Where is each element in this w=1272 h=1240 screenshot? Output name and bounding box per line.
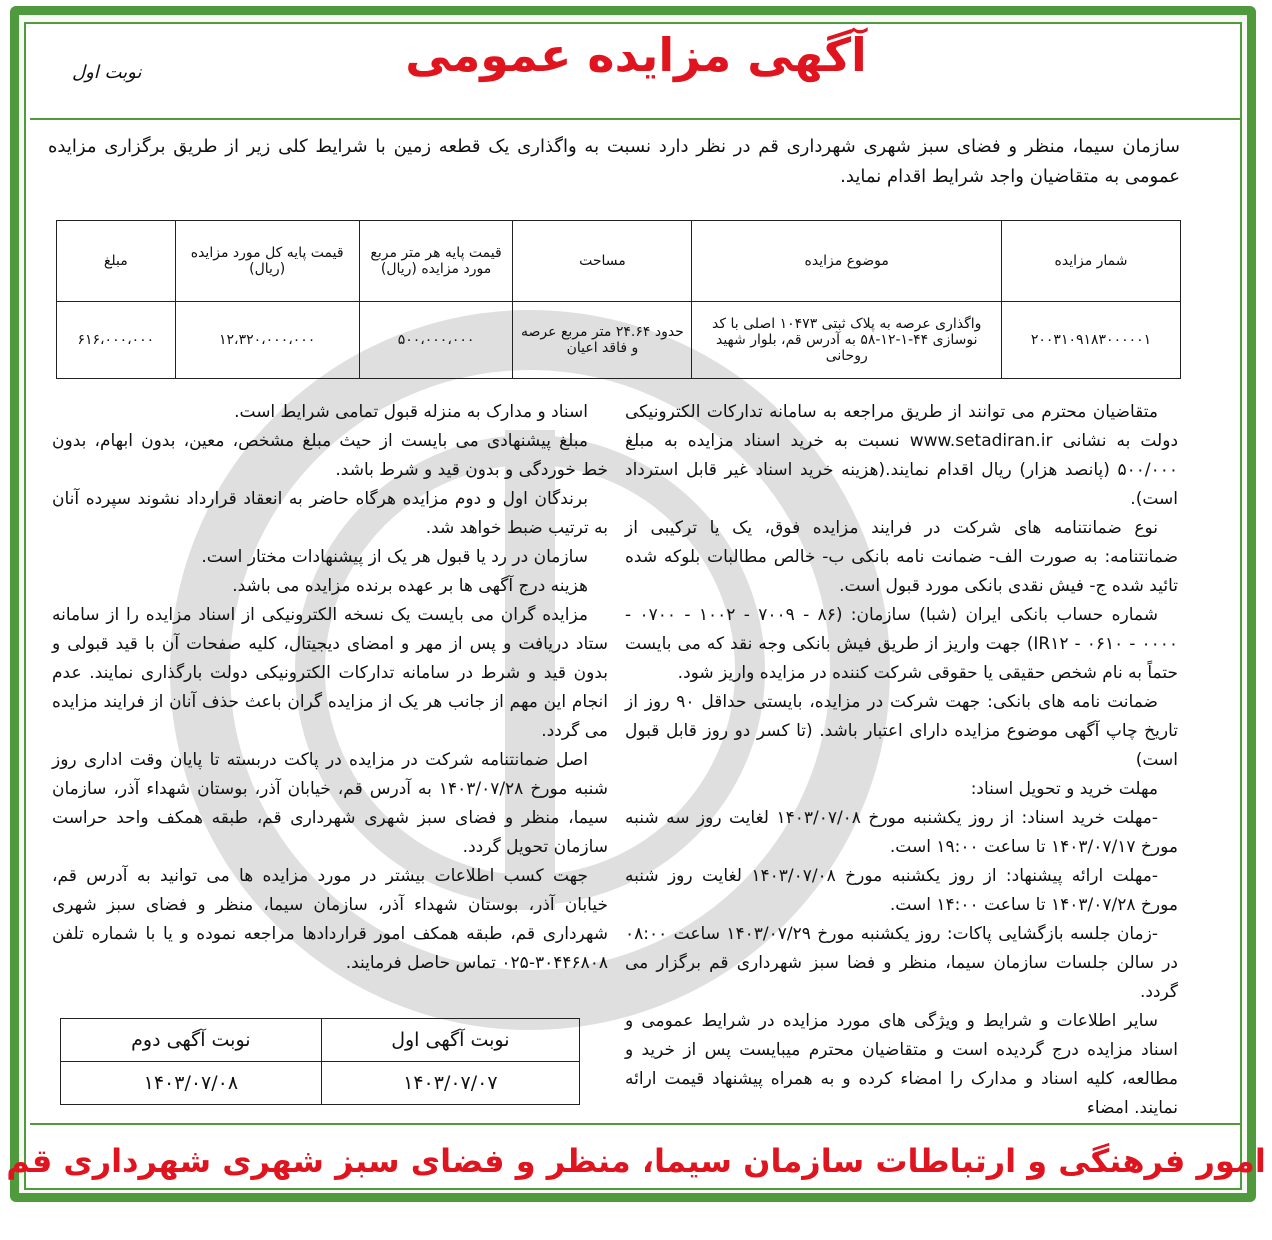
header-subject: موضوع مزایده [692, 221, 1002, 302]
cell-base-price-sqm: ۵۰۰،۰۰۰،۰۰۰ [359, 302, 513, 379]
right-paragraph: -مهلت ارائه پیشنهاد: از روز یکشنبه مورخ ۱۴۰۳/۰۷/۰۸ لغایت روز شنبه مورخ ۱۴۰۳/۰۷/۲۸ تا ساعت ۱۴:۰۰ است. [625, 866, 1178, 915]
table-header-row [57, 221, 1181, 302]
first-round-date: ۱۴۰۳/۰۷/۰۷ [321, 1062, 579, 1105]
round-label: نوبت اول [72, 62, 142, 83]
left-paragraph: مزایده گران می بایست یک نسخه الکترونیکی از اسناد مزایده را از سامانه ستاد دریافت و پس از مهر و امضای دیجیتال، کلیه صفحات آن با قید قبولی و بدون قید و شرط در سامانه تدارکات الکترونیکی دولت بارگذاری نمایند. عدم انجام این مهم از جانب هر یک از مزایده گران باعث حذف آنان از فرایند مزایده می گردد. [52, 605, 608, 741]
left-paragraph: اصل ضمانتنامه شرکت در مزایده در پاکت دربسته تا پایان وقت اداری روز شنبه مورخ ۱۴۰۳/۰۷/۲۸ به آدرس قم، خیابان آذر، بوستان شهداء آذر، سازمان سیما، منظر و فضای سبز شهری شهرداری قم، طبقه همکف واحد حراست سازمان تحویل گردد. [52, 750, 608, 857]
left-paragraph: جهت کسب اطلاعات بیشتر در مورد مزایده ها می توانید به آدرس قم، خیابان آذر، بوستان شهداء آذر، سازمان سیما، منظر و فضای سبز شهری شهرداری قم، طبقه همکف امور قراردادها مراجعه نموده و یا با شماره تلفن ۳۰۴۴۶۸۰۸-۰۲۵ تماس حاصل فرمایند. [52, 866, 608, 973]
table-row [57, 302, 1181, 379]
top-divider [30, 118, 1240, 120]
right-paragraph: مهلت خرید و تحویل اسناد: [970, 779, 1158, 799]
left-column [52, 398, 608, 978]
cell-area: حدود ۲۴.۶۴ متر مربع عرصه و فاقد اعیان [513, 302, 692, 379]
dates-value-row [61, 1062, 580, 1105]
left-paragraph: هزینه درج آگهی ها بر عهده برنده مزایده می باشد. [232, 576, 588, 596]
auction-table [56, 220, 1181, 379]
right-paragraph: شماره حساب بانکی ایران (شبا) سازمان: (۸۶ - ۷۰۰۹ - ۱۰۰۲ - ۰۷۰۰ - ۰۰۰۰ - ۰۶۱۰ - IR۱۲) جهت واریز از طریق فیش بانکی وجه نقد که می بایست حتماً به نام شخص حقیقی یا حقوقی شرکت کننده در مزایده واریز شود. [625, 605, 1178, 683]
right-paragraph: نوع ضمانتنامه های شرکت در فرایند مزایده فوق، یک یا ترکیبی از ضمانتنامه: به صورت الف- ضمانت نامه بانکی ب- خالص مطالبات بلوکه شده تائید شده ج- فیش نقدی بانکی مورد قبول است. [625, 518, 1178, 596]
header-total-base-price: قیمت پایه کل مورد مزایده (ریال) [175, 221, 359, 302]
first-round-label: نوبت آگهی اول [321, 1019, 579, 1062]
header-base-price-sqm: قیمت پایه هر متر مربع مورد مزایده (ریال) [359, 221, 513, 302]
second-round-label: نوبت آگهی دوم [61, 1019, 322, 1062]
header-auction-number: شمار مزایده [1002, 221, 1181, 302]
left-paragraph: اسناد و مدارک به منزله قبول تمامی شرایط است. [234, 402, 588, 422]
right-paragraph: متقاضیان محترم می توانند از طریق مراجعه به سامانه تدارکات الکترونیکی دولت به نشانی www.setadiran.ir نسبت به خرید اسناد مزایده به مبلغ ۵۰۰/۰۰۰ (پانصد هزار) ریال اقدام نمایند.(هزینه خرید اسناد غیر قابل استرداد است). [625, 402, 1179, 509]
header-amount: مبلغ [57, 221, 176, 302]
right-paragraph: -زمان جلسه بازگشایی پاکات: روز یکشنبه مورخ ۱۴۰۳/۰۷/۲۹ ساعت ۰۸:۰۰ در سالن جلسات سازمان سیما، منظر و فضا سبز شهرداری قم برگزار می گردد. [625, 924, 1178, 1002]
left-paragraph: برندگان اول و دوم مزایده هرگاه حاضر به انعقاد قرارداد نشوند سپرده آنان به ترتیب ضبط خواهد شد. [52, 489, 608, 538]
cell-total-base-price: ۱۲،۳۲۰،۰۰۰،۰۰۰ [175, 302, 359, 379]
intro-paragraph: سازمان سیما، منظر و فضای سبز شهری شهرداری قم در نظر دارد نسبت به واگذاری یک قطعه زمین با شرایط کلی زیر از طریق برگزاری مزایده عمومی به متقاضیان واجد شرایط اقدام نماید. [48, 136, 1180, 187]
bottom-divider [30, 1123, 1240, 1125]
dates-header-row [61, 1019, 580, 1062]
header-area: مساحت [513, 221, 692, 302]
footer-organization: امور فرهنگی و ارتباطات سازمان سیما، منظر و فضای سبز شهری شهرداری قم [6, 1142, 1266, 1180]
cell-subject: واگذاری عرصه به پلاک ثبتی ۱۰۴۷۳ اصلی با کد نوسازی ۴۴-۱-۱۲-۵۸ به آدرس قم، بلوار شهید روحانی [692, 302, 1002, 379]
left-paragraph: مبلغ پیشنهادی می بایست از حیث مبلغ مشخص، معین، بدون ابهام، بدون خط خوردگی و بدون قید و شرط باشد. [52, 431, 608, 480]
right-column [625, 398, 1178, 1123]
left-paragraph: سازمان در رد یا قبول هر یک از پیشنهادات مختار است. [201, 547, 588, 567]
second-round-date: ۱۴۰۳/۰۷/۰۸ [61, 1062, 322, 1105]
publication-dates-table [60, 1018, 580, 1105]
cell-amount: ۶۱۶،۰۰۰،۰۰۰ [57, 302, 176, 379]
cell-auction-number: ۲۰۰۳۱۰۹۱۸۳۰۰۰۰۰۱ [1002, 302, 1181, 379]
right-paragraph: ضمانت نامه های بانکی: جهت شرکت در مزایده، بایستی حداقل ۹۰ روز از تاریخ چاپ آگهی موضوع مزایده دارای اعتبار باشد. (تا کسر دو روز قابل قبول است) [625, 692, 1178, 770]
notice-title: آگهی مزایده عمومی [405, 28, 867, 82]
right-paragraph: -مهلت خرید اسناد: از روز یکشنبه مورخ ۱۴۰۳/۰۷/۰۸ لغایت روز سه شنبه مورخ ۱۴۰۳/۰۷/۱۷ تا ساعت ۱۹:۰۰ است. [625, 808, 1178, 857]
right-paragraph: سایر اطلاعات و شرایط و ویژگی های مورد مزایده در شرایط عمومی و اسناد مزایده درج گردیده است و متقاضیان محترم میبایست پس از خرید و مطالعه، کلیه اسناد و مدارک را امضاء کرده و به همراه پیشنهاد قیمت ارائه نمایند. امضاء [625, 1011, 1178, 1118]
